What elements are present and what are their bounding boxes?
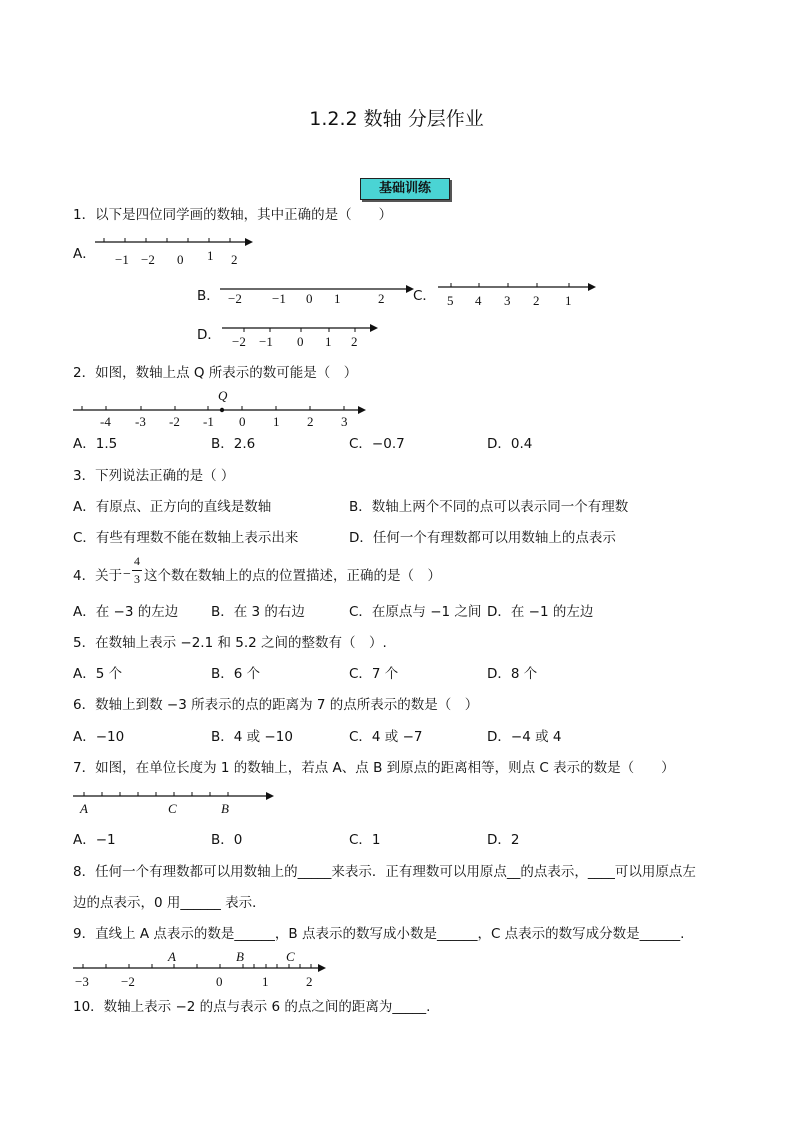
q4-minus: − <box>123 567 131 582</box>
q1d-tick: −2 <box>232 334 246 349</box>
q4-option-b: B．在 3 的右边 <box>211 604 305 620</box>
q2-option-b: B．2.6 <box>211 436 256 452</box>
q9-tick: −3 <box>75 974 89 989</box>
q4-option-c: C．在原点与 −1 之间 <box>349 604 482 620</box>
q1a-tick: −2 <box>141 252 155 267</box>
q1c-tick: 5 <box>447 293 454 308</box>
q7-label-a: A <box>80 801 88 816</box>
q1a-tick: 2 <box>231 252 238 267</box>
q1a-tick: 0 <box>177 252 184 267</box>
q6-option-a: A．−10 <box>73 729 125 745</box>
q4-fraction-bar <box>132 570 142 571</box>
q9-stem: 9．直线上 A 点表示的数是______，B 点表示的数写成小数是______，C 点表示的数写成分数是______. <box>73 926 685 942</box>
page-title: 1.2.2 数轴 分层作业 <box>309 108 484 130</box>
q1d-tick: 1 <box>325 334 332 349</box>
q1-axis-b <box>220 279 420 309</box>
q5-stem: 5．在数轴上表示 −2.1 和 5.2 之间的整数有（ ）. <box>73 635 387 651</box>
q2-option-d: D．0.4 <box>487 436 533 452</box>
q9-label-c: C <box>286 949 295 964</box>
q4-option-d: D．在 −1 的左边 <box>487 604 594 620</box>
q7-option-a: A．−1 <box>73 832 116 848</box>
q9-label-b: B <box>236 949 244 964</box>
q3-option-b: B．数轴上两个不同的点可以表示同一个有理数 <box>349 499 629 515</box>
q2-tick: -1 <box>203 414 214 429</box>
q6-option-b: B．4 或 −10 <box>211 729 293 745</box>
q2-point-label: Q <box>218 388 228 403</box>
q2-option-c: C．−0.7 <box>349 436 405 452</box>
q5-option-d: D．8 个 <box>487 666 538 682</box>
q7-option-d: D．2 <box>487 832 520 848</box>
q10-stem: 10．数轴上表示 −2 的点与表示 6 的点之间的距离为_____. <box>73 999 431 1015</box>
q9-tick: 2 <box>306 974 313 989</box>
q3-option-d: D．任何一个有理数都可以用数轴上的点表示 <box>349 530 616 546</box>
q7-label-c: C <box>168 801 177 816</box>
q5-option-c: C．7 个 <box>349 666 399 682</box>
q1d-tick: 2 <box>351 334 358 349</box>
q2-tick: 0 <box>239 414 246 429</box>
q1c-tick: 4 <box>475 293 482 308</box>
q1-axis-a <box>95 232 255 272</box>
q1-axis-c <box>438 277 608 307</box>
q1c-tick: 2 <box>533 293 540 308</box>
q2-stem: 2．如图，数轴上点 Q 所表示的数可能是（ ） <box>73 365 358 381</box>
q7-label-b: B <box>221 801 229 816</box>
q1d-tick: −1 <box>259 334 273 349</box>
q2-tick: 3 <box>341 414 348 429</box>
q2-number-line <box>73 388 373 433</box>
q1d-tick: 0 <box>297 334 304 349</box>
q1c-tick: 3 <box>504 293 511 308</box>
q1-option-a-label: A． <box>73 246 96 262</box>
q8-line2: 边的点表示，0 用______ 表示． <box>73 895 266 911</box>
q6-option-c: C．4 或 −7 <box>349 729 423 745</box>
q7-number-line <box>73 788 283 820</box>
q9-number-line <box>73 948 333 992</box>
q3-option-c: C．有些有理数不能在数轴上表示出来 <box>73 530 299 546</box>
q9-tick: 1 <box>262 974 269 989</box>
q9-label-a: A <box>168 949 176 964</box>
q3-option-a: A．有原点、正方向的直线是数轴 <box>73 499 272 515</box>
q1a-tick: 1 <box>207 248 214 263</box>
q1b-tick: −1 <box>272 291 286 306</box>
q2-tick: 2 <box>307 414 314 429</box>
q4-denominator: 3 <box>134 572 140 586</box>
q6-stem: 6．数轴上到数 −3 所表示的点的距离为 7 的点所表示的数是（ ） <box>73 697 479 713</box>
q1-option-c-label: C． <box>413 288 436 304</box>
q2-option-a: A．1.5 <box>73 436 118 452</box>
q3-stem: 3．下列说法正确的是（ ） <box>73 468 235 484</box>
q4-option-a: A．在 −3 的左边 <box>73 604 179 620</box>
q1-option-d-label: D． <box>197 327 221 343</box>
q1b-tick: 2 <box>378 291 385 306</box>
q5-option-b: B．6 个 <box>211 666 261 682</box>
q2-tick: 1 <box>273 414 280 429</box>
q1b-tick: 0 <box>306 291 313 306</box>
q1-axis-d <box>222 318 392 350</box>
q7-option-b: B．0 <box>211 832 243 848</box>
q4-prefix: 4．关于 <box>73 568 123 584</box>
q2-tick: -3 <box>135 414 146 429</box>
section-badge: 基础训练 <box>360 178 450 200</box>
q7-option-c: C．1 <box>349 832 381 848</box>
q6-option-d: D．−4 或 4 <box>487 729 562 745</box>
q9-tick: 0 <box>216 974 223 989</box>
q2-tick: -4 <box>100 414 111 429</box>
q1c-tick: 1 <box>565 293 572 308</box>
q4-suffix: 这个数在数轴上的点的位置描述，正确的是（ ） <box>144 568 441 584</box>
q1b-tick: −2 <box>228 291 242 306</box>
q7-stem: 7．如图，在单位长度为 1 的数轴上，若点 A、点 B 到原点的距离相等，则点 C 表示的数是（ ） <box>73 760 675 776</box>
q2-tick: -2 <box>169 414 180 429</box>
q9-tick: −2 <box>121 974 135 989</box>
q1-option-b-label: B． <box>197 288 220 304</box>
q8-line1: 8．任何一个有理数都可以用数轴上的_____来表示．正有理数可以用原点__的点表示，____可以用原点左 <box>73 864 696 880</box>
q1a-tick: −1 <box>115 252 129 267</box>
q1-stem: 1．以下是四位同学画的数轴，其中正确的是（ ） <box>73 207 393 223</box>
q1b-tick: 1 <box>334 291 341 306</box>
q4-numerator: 4 <box>134 554 140 568</box>
q5-option-a: A．5 个 <box>73 666 123 682</box>
